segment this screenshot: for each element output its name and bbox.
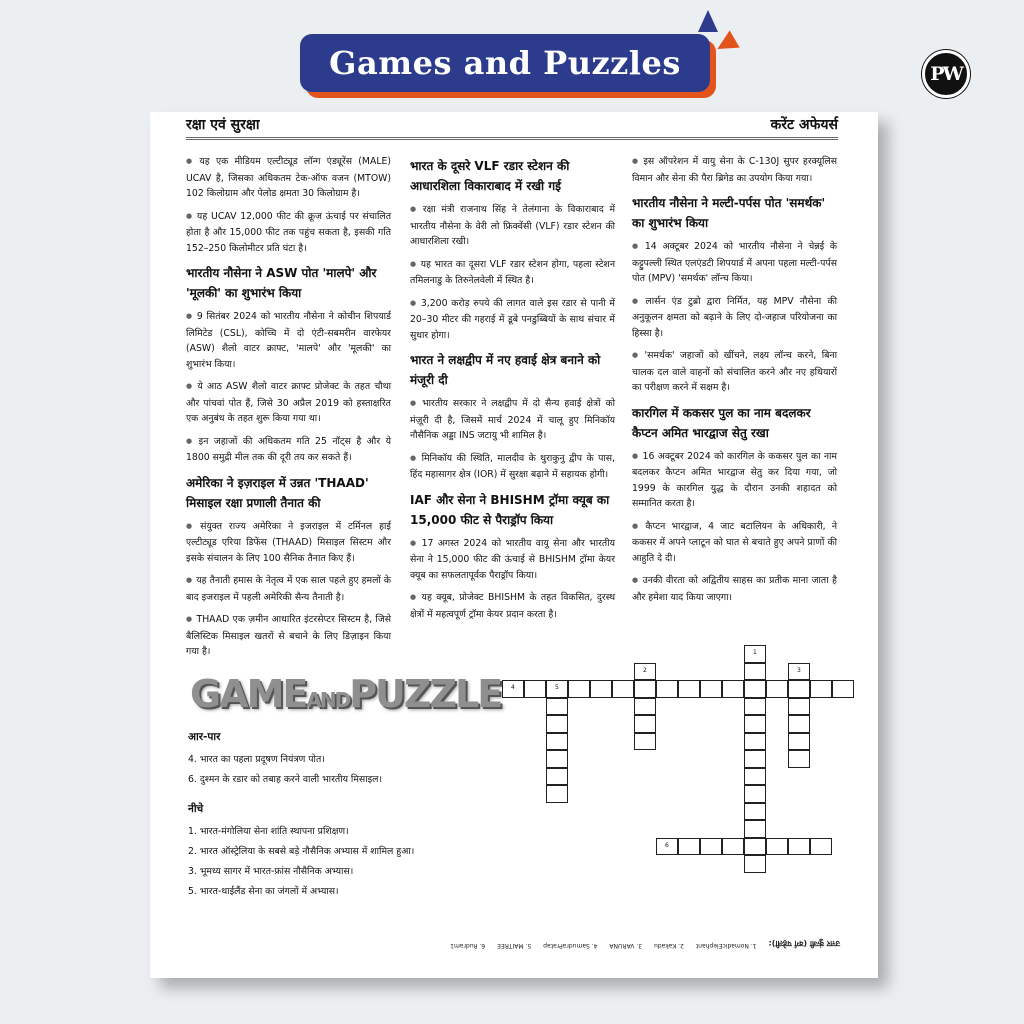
logo-word-puzzle: PUZZLE: [349, 672, 502, 716]
logo-word-and: AND: [306, 688, 350, 712]
crossword-cell[interactable]: [744, 750, 766, 768]
bullet: ● 17 अगस्त 2024 को भारतीय वायु सेना और भारतीय सेना ने 15,000 फीट की ऊंचाई से BHISHM ट्रॉमा केयर क्यूब का सफलतापूर्वक पैराड्रॉप किया।: [410, 536, 615, 584]
section-title: भारत के दूसरे VLF रडार स्टेशन की आधारशिला विकाराबाद में रखी गई: [410, 159, 570, 193]
crossword-cell[interactable]: [788, 680, 810, 698]
clue-item: 5. भारत-थाईलैंड सेना का जंगलों में अभ्यास।: [188, 886, 339, 897]
answer-key-title: उत्तर कुंजी (वर्ग पहेली):: [768, 939, 840, 948]
crossword-cell[interactable]: [788, 663, 810, 681]
crossword-cell[interactable]: [502, 680, 524, 698]
decor-triangle-blue: [698, 10, 718, 32]
bullet: ● 'समर्थक' जहाजों को खींचने, लक्ष्य लॉन्च करने, बिना चालक दल वाले वाहनों को संचालित करने और नए हथियारों का परीक्षण करने में सक्षम है।: [632, 348, 837, 396]
answer-item: 3. VARUNA: [609, 942, 643, 949]
bullet: ● इस ऑपरेशन में वायु सेना के C-130J सुपर हरक्यूलिस विमान और सेना की पैरा ब्रिगेड का उपयोग किया गया।: [632, 154, 837, 186]
crossword-cell[interactable]: [744, 645, 766, 663]
bullet: ● ये आठ ASW शैलो वाटर क्राफ्ट प्रोजेक्ट के तहत चौथा और पांचवां पोत हैं, जिसे 30 अप्रैल 2019 को हस्ताक्षरित एक अनुबंध के तहत शुरू किया गया था।: [186, 379, 391, 427]
logo-word-game: GAME: [190, 672, 307, 716]
section-title: भारतीय नौसेना ने मल्टी-पर्पस पोत 'समर्थक' का शुभारंभ किया: [632, 196, 826, 230]
crossword-cell[interactable]: [546, 680, 568, 698]
bullet: ● मिनिकॉय की स्थिति, मालदीव के थुराकुनु द्वीप के पास, हिंद महासागर क्षेत्र (IOR) में सुरक्षा बढ़ाने में सहायक होगी।: [410, 451, 615, 483]
banner-body: [300, 34, 710, 92]
crossword-cell[interactable]: [788, 733, 810, 751]
bullet: ● इन जहाजों की अधिकतम गति 25 नॉट्स है और ये 1800 समुद्री मील तक की दूरी तय कर सकते हैं।: [186, 434, 391, 466]
answer-item: 1. NomadicElephant: [695, 942, 757, 949]
running-head-left: रक्षा एवं सुरक्षा: [186, 117, 260, 133]
crossword-cell[interactable]: [634, 663, 656, 681]
crossword-cell[interactable]: [634, 680, 656, 698]
crossword-cell[interactable]: [744, 698, 766, 716]
crossword-cell[interactable]: [744, 680, 766, 698]
game-and-puzzle-logo: [190, 672, 501, 716]
crossword-cell[interactable]: [678, 838, 700, 856]
crossword-cell[interactable]: [590, 680, 612, 698]
crossword-cell[interactable]: [634, 715, 656, 733]
crossword-clues: [188, 730, 488, 904]
crossword-cell[interactable]: [788, 698, 810, 716]
crossword-cell[interactable]: [700, 838, 722, 856]
clue-item: 6. दुश्मन के रडार को तबाह करने वाली भारतीय मिसाइल।: [188, 774, 382, 785]
crossword-cell[interactable]: [810, 680, 832, 698]
crossword-cell[interactable]: [744, 838, 766, 856]
answer-key: [450, 938, 840, 949]
across-heading: आर-पार: [188, 731, 221, 743]
crossword-cell[interactable]: [744, 768, 766, 786]
running-head-right: करेंट अफेयर्स: [770, 117, 838, 133]
crossword-cell[interactable]: [700, 680, 722, 698]
title-banner: [300, 34, 720, 98]
crossword-cell[interactable]: [546, 698, 568, 716]
crossword-cell[interactable]: [744, 715, 766, 733]
clue-item: 1. भारत-मंगोलिया सेना शांति स्थापना प्रशिक्षण।: [188, 826, 349, 837]
crossword-cell[interactable]: [744, 785, 766, 803]
cell-number: 4: [511, 684, 515, 691]
crossword-cell[interactable]: [546, 733, 568, 751]
bullet: ● 14 अक्टूबर 2024 को भारतीय नौसेना ने चेन्नई के कट्टुपल्ली स्थित एलएंडटी शिपयार्ड में अपना पहला मल्टी-पर्पस पोत (MPV) 'समर्थक' लॉन्च किया।: [632, 239, 837, 287]
crossword-cell[interactable]: [546, 768, 568, 786]
crossword-cell[interactable]: [678, 680, 700, 698]
answer-item: 4. SamudraPratap: [543, 942, 598, 949]
section-title: भारतीय नौसेना ने ASW पोत 'मालपे' और 'मूलकी' का शुभारंभ किया: [186, 266, 377, 300]
answer-item: 6. Rudram1: [450, 942, 486, 949]
bullet: ● 9 सितंबर 2024 को भारतीय नौसेना ने कोचीन शिपयार्ड लिमिटेड (CSL), कोच्चि में दो एंटी-सबमरीन वारफेयर (ASW) शैलो वाटर क्राफ्ट, 'मालपे' और 'मूलकी' का शुभारंभ किया।: [186, 309, 391, 372]
crossword-cell[interactable]: [656, 838, 678, 856]
clue-item: 4. भारत का पहला प्रदूषण नियंत्रण पोत।: [188, 754, 325, 765]
pw-logo-text: PW: [930, 63, 962, 85]
crossword-cell[interactable]: [810, 838, 832, 856]
bullet: ● लार्सन एंड टुब्रो द्वारा निर्मित, यह MPV नौसेना की अनुकूलन क्षमता को बढ़ाने के लिए दो-जहाज परियोजना का हिस्सा है।: [632, 294, 837, 342]
clue-item: 3. भूमध्य सागर में भारत-फ्रांस नौसैनिक अभ्यास।: [188, 866, 354, 877]
bullet: ● भारतीय सरकार ने लक्षद्वीप में दो सैन्य हवाई क्षेत्रों को मंज़ूरी दी है, जिसमें मार्च 2024 में चालू हुए मिनिकॉय नौसैनिक अड्डा INS जटायु भी शामिल है।: [410, 396, 615, 444]
answer-item: 5. MAITREE: [497, 942, 532, 949]
crossword-cell[interactable]: [744, 803, 766, 821]
crossword-cell[interactable]: [832, 680, 854, 698]
crossword-cell[interactable]: [612, 680, 634, 698]
pw-logo: [922, 50, 970, 98]
column-2: [410, 154, 615, 629]
bullet: ● उनकी वीरता को अद्वितीय साहस का प्रतीक माना जाता है और हमेशा याद किया जाएगा।: [632, 573, 837, 605]
crossword-cell[interactable]: [634, 698, 656, 716]
bullet: ● यह भारत का दूसरा VLF रडार स्टेशन होगा, पहला स्टेशन तमिलनाडु के तिरुनेलवेली में स्थित है।: [410, 257, 615, 289]
magazine-page: [150, 112, 878, 978]
crossword-cell[interactable]: [744, 820, 766, 838]
bullet: ● 3,200 करोड़ रुपये की लागत वाले इस रडार से पानी में 20–30 मीटर की गहराई में डूबे पनडुब्बियों के साथ संचार में सुधार होगा।: [410, 296, 615, 344]
crossword-cell[interactable]: [524, 680, 546, 698]
crossword-cell[interactable]: [766, 680, 788, 698]
crossword-cell[interactable]: [744, 855, 766, 873]
bullet: ● यह क्यूब, प्रोजेक्ट BHISHM के तहत विकसित, दुरस्थ क्षेत्रों में महत्वपूर्ण ट्रॉमा केयर प्रदान करता है।: [410, 590, 615, 622]
bullet: ● यह तैनाती हमास के नेतृत्व में एक साल पहले हुए हमलों के बाद इजराइल में पहली अमेरिकी सैन्य तैनाती है।: [186, 573, 391, 605]
section-title: भारत ने लक्षद्वीप में नए हवाई क्षेत्र बनाने को मंजूरी दी: [410, 353, 601, 387]
running-head: [186, 112, 838, 140]
bullet: ● कैप्टन भारद्वाज, 4 जाट बटालियन के अधिकारी, ने ककसर में अपने प्लाटून को घात से बचाते हुए अपने प्राणों की आहुति दे दी।: [632, 519, 837, 567]
crossword-cell[interactable]: [722, 680, 744, 698]
cell-number: 2: [643, 666, 647, 674]
down-heading: नीचे: [188, 803, 204, 815]
cell-number: 1: [753, 649, 757, 656]
bullet: ● THAAD एक ज़मीन आधारित इंटरसेप्टर सिस्टम है, जिसे बैलिस्टिक मिसाइल खतरों से बचाने के लिए डिज़ाइन किया गया है।: [186, 612, 391, 660]
bullet: ● 16 अक्टूबर 2024 को कारगिल के ककसर पुल का नाम बदलकर कैप्टन अमित भारद्वाज सेतु कर दिया गया, जो 1999 के कारगिल युद्ध के दौरान उनकी शहादत को सम्मानित करता है।: [632, 449, 837, 512]
banner-title: Games and Puzzles: [329, 44, 681, 82]
crossword-cell[interactable]: [744, 663, 766, 681]
crossword-cell[interactable]: [546, 715, 568, 733]
section-title: अमेरिका ने इज़राइल में उन्नत 'THAAD' मिसाइल रक्षा प्रणाली तैनात की: [186, 475, 369, 510]
bullet: ● संयुक्त राज्य अमेरिका ने इजराइल में टर्मिनल हाई एल्टीट्यूड एरिया डिफेंस (THAAD) मिसाइल सिस्टम और इसके संचालन के लिए 100 सैनिक तैनात किए हैं।: [186, 519, 391, 567]
clue-item: 2. भारत ऑस्ट्रेलिया के सबसे बड़े नौसैनिक अभ्यास में शामिल हुआ।: [188, 846, 415, 857]
cell-number: 5: [555, 684, 559, 691]
crossword-cell[interactable]: [568, 680, 590, 698]
bullet: ● यह एक मीडियम एल्टीट्यूड लॉन्ग एंड्यूरेंस (MALE) UCAV है, जिसका अधिकतम टेक-ऑफ वजन (MTOW) 102 किलोग्राम और पेलोड क्षमता 30 किलोग्राम है।: [186, 154, 391, 202]
cell-number: 3: [797, 666, 801, 674]
answer-item: 2. Kakadu: [654, 942, 684, 949]
crossword-cell[interactable]: [546, 785, 568, 803]
bullet: ● यह UCAV 12,000 फीट की क्रूज ऊंचाई पर संचालित होता है और 15,000 फीट तक पहुंच सकता है, इसकी गति 152–250 किलोमीटर प्रति घंटा है।: [186, 209, 391, 257]
crossword-cell[interactable]: [634, 733, 656, 751]
crossword-cell[interactable]: [788, 838, 810, 856]
cell-number: 6: [665, 841, 669, 849]
crossword-cell[interactable]: [788, 750, 810, 768]
crossword-cell[interactable]: [656, 680, 678, 698]
crossword-cell[interactable]: [766, 838, 788, 856]
crossword-cell[interactable]: [722, 838, 744, 856]
section-title: कारगिल में ककसर पुल का नाम बदलकर कैप्टन अमित भारद्वाज सेतु रखा: [632, 405, 811, 440]
crossword-cell[interactable]: [788, 715, 810, 733]
column-1: [186, 154, 391, 667]
column-3: [632, 154, 837, 612]
crossword-cell[interactable]: [744, 733, 766, 751]
bullet: ● रक्षा मंत्री राजनाथ सिंह ने तेलंगाना के विकाराबाद में भारतीय नौसेना के वेरी लो फ्रिक्वेंसी (VLF) रडार स्टेशन की आधारशिला रखी।: [410, 202, 615, 250]
section-title: IAF और सेना ने BHISHM ट्रॉमा क्यूब का 15,000 फीट से पैराड्रॉप किया: [410, 492, 610, 527]
crossword-cell[interactable]: [546, 750, 568, 768]
